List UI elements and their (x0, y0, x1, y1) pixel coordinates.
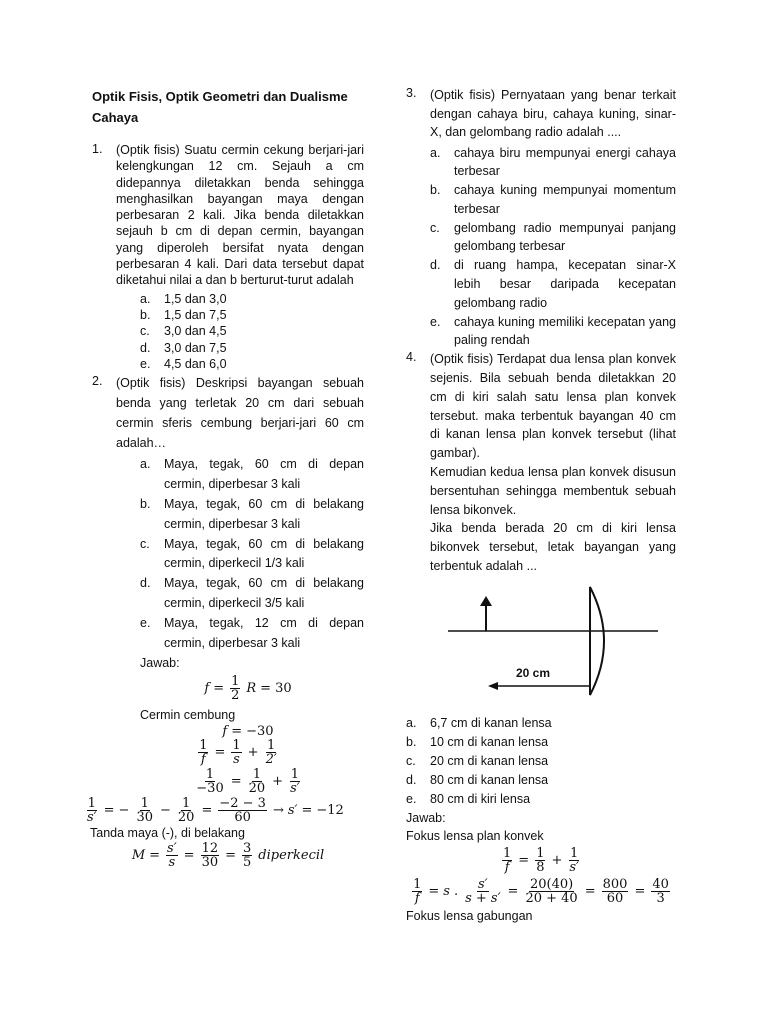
option-text: Maya, tegak, 60 cm di belakang cermin, diperkecil 1/3 kali (164, 536, 364, 571)
fraction (535, 847, 545, 874)
option-text: cahaya biru mempunyai energi cahaya terbesar (454, 145, 676, 179)
option-letter: e. (430, 314, 441, 329)
fraction (568, 847, 580, 874)
math-operator: = (507, 883, 519, 899)
numerator: s′ (167, 841, 177, 857)
left-column (87, 86, 364, 871)
math-operator: = (103, 803, 115, 819)
option-letter: d. (140, 340, 151, 355)
lens-diagram (430, 586, 660, 706)
math-operator: = (214, 745, 226, 761)
option-d[interactable] (406, 771, 676, 790)
question-4 (406, 350, 676, 576)
fraction (502, 847, 512, 874)
option-e[interactable] (140, 614, 364, 654)
option-text: cahaya kuning memiliki kecepatan yang paling rendah (454, 314, 676, 348)
numerator: 1 (290, 767, 300, 783)
option-b[interactable] (140, 307, 364, 323)
fraction (265, 739, 278, 766)
math-value: −12 (316, 803, 344, 819)
numerator: −2 − 3 (219, 796, 266, 812)
fraction (602, 878, 629, 905)
math-value: −30 (246, 724, 274, 740)
fraction (218, 797, 267, 824)
fraction (195, 768, 224, 795)
equation-f-neg30 (132, 724, 364, 739)
right-column (406, 86, 676, 925)
denominator: s′ (290, 781, 300, 797)
math-value: 30 (275, 681, 292, 697)
options-list (140, 291, 364, 372)
numerator: 1 (570, 845, 579, 861)
option-c[interactable] (430, 219, 676, 257)
option-letter: d. (430, 258, 441, 273)
denominator: f (200, 752, 206, 768)
denominator: s′ (569, 859, 579, 875)
option-text: 1,5 dan 3,0 (164, 291, 227, 306)
option-letter: b. (430, 183, 441, 198)
math-operator: = (149, 848, 161, 864)
math-symbol: f (204, 681, 210, 697)
answer-label: Jawab: (140, 656, 180, 671)
option-b[interactable] (406, 733, 676, 752)
denominator: s + s′ (465, 890, 501, 906)
math-operator: = (230, 774, 242, 790)
mirror-type-label: Cermin cembung (140, 708, 236, 723)
fraction (135, 797, 154, 824)
numerator: 1 (232, 738, 241, 754)
denominator: 20 (248, 781, 266, 797)
option-letter: a. (140, 457, 151, 472)
numerator: 40 (652, 876, 669, 892)
math-symbol: s′ (287, 803, 298, 819)
math-operator: − (159, 803, 171, 819)
math-operator: = (225, 848, 237, 864)
denominator: 3 (656, 890, 665, 906)
denominator: 2 (231, 688, 240, 704)
option-letter: c. (140, 324, 150, 339)
q2-solution (87, 674, 364, 871)
math-symbol: diperkecil (258, 848, 325, 864)
numerator: 3 (243, 841, 252, 857)
fraction (651, 878, 670, 905)
question-text: (Optik fisis) Suatu cermin cekung berjari-jari kelengkungan 12 cm. Sejauh a cm didepannya diletakkan benda sehingga menghasilkan bayangan maya dengan perbesaran 2 kali. Jika benda diletakkan sejauh b cm di depan cermin, bayangan yang diperoleh bersifat nyata dengan perbesaran 4 kali. Dari data tersebut dapat diketahui nilai a dan b berturut-turut adalah (116, 143, 364, 288)
denominator: s′ (87, 810, 97, 826)
option-text: 20 cm di kanan lensa (430, 753, 549, 768)
option-d[interactable] (430, 256, 676, 312)
numerator: 1 (87, 796, 96, 812)
math-symbol: M (131, 848, 146, 864)
fraction (166, 842, 178, 869)
option-text: 80 cm di kiri lensa (430, 791, 531, 806)
option-d[interactable] (140, 340, 364, 356)
question-1 (92, 142, 364, 372)
option-text: Maya, tegak, 60 cm di belakang cermin, diperkecil 3/5 kali (164, 576, 364, 610)
option-letter: e. (140, 615, 151, 630)
option-b[interactable] (430, 181, 676, 219)
option-letter: c. (140, 536, 150, 551)
option-a[interactable] (430, 144, 676, 182)
math-operator: = (634, 883, 646, 899)
fraction (524, 878, 578, 905)
option-letter: e. (406, 791, 417, 806)
option-text: 80 cm di kanan lensa (430, 772, 549, 787)
answer-label: Jawab: (406, 810, 446, 825)
question-text-1: (Optik fisis) Terdapat dua lensa plan konvek sejenis. Bila sebuah benda diletakkan 20 cm di kiri salah satu lensa plan konvek tersebut. maka terbentuk bayangan 40 cm di kanan lensa plan konvek tersebut (lihat gambar). (430, 352, 676, 461)
numerator: 800 (602, 876, 628, 892)
numerator: 1 (503, 845, 512, 861)
option-c[interactable] (406, 752, 676, 771)
option-letter: b. (406, 734, 417, 749)
fraction (177, 797, 196, 824)
option-e[interactable] (406, 790, 676, 809)
denominator: 20 (177, 810, 195, 826)
denominator: 30 (136, 810, 153, 826)
math-operator: − (118, 803, 130, 819)
option-a[interactable] (140, 291, 364, 307)
option-d[interactable] (140, 574, 364, 614)
question-text: (Optik fisis) Deskripsi bayangan sebuah benda yang terletak 20 cm dari sebuah cermin sferis cembung berjari-jari 60 cm adalah… (116, 376, 364, 450)
numerator: 1 (231, 674, 240, 690)
option-text: 3,0 dan 4,5 (164, 324, 227, 339)
equation-magnification (92, 842, 364, 869)
numerator: 1 (205, 767, 215, 783)
fraction (198, 739, 208, 766)
option-text: Maya, tegak, 60 cm di depan cermin, diperbesar 3 kali (164, 457, 364, 492)
option-letter: a. (406, 715, 417, 730)
math-operator: = (231, 724, 243, 740)
math-operator: = (213, 681, 225, 697)
equation-focal (132, 675, 364, 702)
denominator: 5 (243, 855, 252, 871)
denominator: 30 (201, 855, 219, 871)
option-e[interactable] (140, 356, 364, 372)
denominator: 20 + 40 (525, 890, 578, 906)
option-c[interactable] (140, 535, 364, 575)
numerator: 1 (413, 876, 422, 892)
math-operator: = (260, 681, 272, 697)
fraction (464, 878, 501, 905)
question-number: 4. (406, 350, 417, 365)
math-operator: = (584, 883, 596, 899)
question-text-3: Jika benda berada 20 cm di kiri lensa bikonvek tersebut, letak bayangan yang terbentuk adalah ... (430, 521, 676, 574)
numerator: 1 (267, 738, 276, 754)
distance-label: 20 cm (516, 665, 551, 680)
fraction (201, 842, 220, 869)
question-number: 3. (406, 86, 417, 100)
option-a[interactable] (406, 714, 676, 733)
fraction (231, 739, 241, 766)
denominator: 60 (606, 890, 624, 906)
question-number: 2. (92, 374, 103, 389)
question-text: (Optik fisis) Pernyataan yang benar terkait dengan cahaya biru, cahaya kuning, sinar-X, dan gelombang radio adalah .... (430, 88, 676, 139)
option-text: cahaya kuning mempunyai momentum terbesar (454, 183, 676, 216)
denominator: s (168, 855, 176, 871)
option-letter: d. (406, 772, 417, 787)
fraction (86, 797, 98, 824)
numerator: 20(40) (529, 876, 574, 892)
numerator: 1 (252, 767, 262, 783)
fraction (230, 675, 240, 702)
fraction (289, 768, 301, 795)
object-arrow-head (480, 596, 492, 606)
option-c[interactable] (140, 323, 364, 339)
equation-substitution (132, 768, 364, 795)
option-letter: d. (140, 576, 151, 591)
numerator: s′ (478, 876, 488, 892)
page-title: Optik Fisis, Optik Geometri dan Dualisme Cahaya (92, 89, 348, 125)
option-text: 10 cm di kanan lensa (430, 734, 549, 749)
focus-plano-convex-label: Fokus lensa plan konvek (406, 828, 544, 843)
math-symbol: f (222, 724, 228, 740)
math-operator: . (453, 883, 459, 899)
option-e[interactable] (430, 313, 676, 351)
option-letter: c. (430, 220, 440, 235)
fraction (248, 768, 267, 795)
options-list (140, 455, 364, 653)
fraction (242, 842, 252, 869)
option-text: 6,7 cm di kanan lensa (430, 715, 552, 730)
distance-arrow-head (488, 682, 498, 690)
denominator: f (414, 890, 420, 906)
equation-lens-2 (406, 878, 676, 905)
numerator: 1 (199, 738, 208, 754)
option-text: gelombang radio mempunyai panjang gelombang terbesar (454, 220, 676, 254)
option-b[interactable] (140, 495, 364, 535)
math-operator: = (518, 852, 530, 868)
question-text-2: Kemudian kedua lensa plan konvek disusun bersentuhan sehingga membentuk sebuah lensa bikonvek. (430, 465, 676, 517)
numerator: 1 (536, 845, 545, 861)
option-a[interactable] (140, 455, 364, 495)
denominator: −30 (196, 781, 224, 797)
option-text: di ruang hampa, kecepatan sinar-X lebih besar daripada kecepatan gelombang radio (454, 258, 676, 310)
question-2 (92, 374, 364, 673)
numerator: 1 (140, 796, 149, 812)
q4-options-list (406, 714, 676, 809)
option-letter: a. (430, 145, 441, 160)
math-operator: = (428, 883, 440, 899)
math-operator: + (272, 774, 284, 790)
math-operator: = (201, 803, 213, 819)
math-symbol: R (246, 681, 257, 697)
option-letter: a. (140, 291, 151, 306)
numerator: 1 (182, 796, 191, 812)
option-letter: e. (140, 356, 151, 371)
option-letter: b. (140, 496, 151, 511)
question-3 (406, 86, 676, 350)
denominator: 2′ (265, 752, 277, 768)
option-text: Maya, tegak, 12 cm di depan cermin, diperbesar 3 kali (164, 615, 364, 650)
denominator: s (233, 752, 240, 768)
plano-convex-lens (590, 587, 604, 695)
lens-figure (430, 586, 660, 706)
math-operator: + (247, 745, 259, 761)
options-list (430, 144, 676, 351)
equation-lens-formula (112, 739, 364, 766)
denominator: 60 (234, 810, 251, 826)
equation-result (84, 797, 364, 824)
option-text: 4,5 dan 6,0 (164, 356, 227, 371)
question-number: 1. (92, 142, 103, 156)
denominator: 8 (536, 859, 545, 875)
option-text: 1,5 dan 7,5 (164, 307, 227, 322)
option-text: Maya, tegak, 60 cm di belakang cermin, diperbesar 3 kali (164, 496, 364, 531)
math-operator: + (551, 852, 563, 868)
math-operator: = (183, 848, 195, 864)
math-operator: → (272, 803, 284, 819)
virtual-sign-note: Tanda maya (-), di belakang (90, 826, 245, 841)
option-text: 3,0 dan 7,5 (164, 340, 227, 355)
option-letter: c. (406, 753, 416, 768)
option-letter: b. (140, 307, 151, 322)
math-symbol: s (443, 883, 450, 899)
denominator: f (504, 859, 510, 875)
math-operator: = (301, 803, 313, 819)
fraction (412, 878, 422, 905)
equation-lens-1 (406, 847, 676, 874)
focus-combined-label: Fokus lensa gabungan (406, 908, 533, 923)
numerator: 12 (201, 841, 219, 857)
